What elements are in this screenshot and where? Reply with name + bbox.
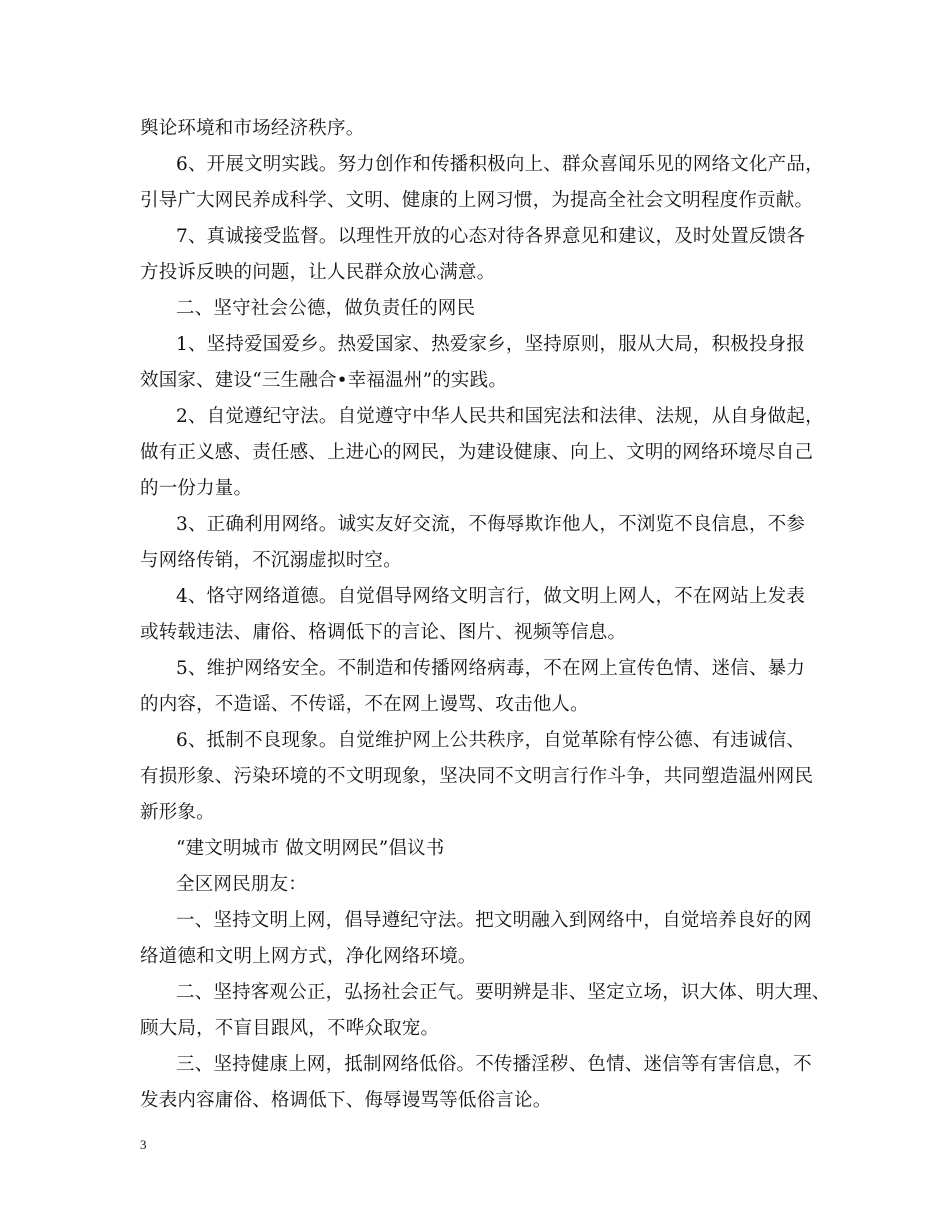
text-line: 6、开展文明实践。努力创作和传播积极向上、群众喜闻乐见的网络文化产品， [176, 154, 824, 175]
text-line: 二、坚持客观公正，弘扬社会正气。要明辨是非、坚定立场，识大体、明大理、 [176, 982, 831, 1003]
text-line: 4、恪守网络道德。自觉倡导网络文明言行，做文明上网人，不在网站上发表 [176, 586, 806, 607]
text-line: 3、正确利用网络。诚实友好交流，不侮辱欺诈他人，不浏览不良信息，不参 [176, 514, 806, 535]
text-line: 7、真诚接受监督。以理性开放的心态对待各界意见和建议，及时处置反馈各 [176, 226, 806, 247]
text-line: 或转载违法、庸俗、格调低下的言论、图片、视频等信息。 [140, 622, 627, 643]
text-line: 一、坚持文明上网，倡导遵纪守法。把文明融入到网络中，自觉培养良好的网 [176, 910, 812, 931]
text-line: 6、抵制不良现象。自觉维护网上公共秩序，自觉革除有悖公德、有违诚信、 [176, 730, 806, 751]
text-line: 的内容，不造谣、不传谣，不在网上谩骂、攻击他人。 [140, 694, 589, 715]
text-line: 舆论环境和市场经济秩序。 [140, 118, 365, 139]
text-line: 三、坚持健康上网，抵制网络低俗。不传播淫秽、色情、迷信等有害信息，不 [176, 1054, 812, 1075]
salutation: 全区网民朋友： [176, 874, 307, 895]
text-line: 与网络传销，不沉溺虚拟时空。 [140, 550, 402, 571]
text-line: 新形象。 [140, 802, 215, 823]
text-line: 引导广大网民养成科学、文明、健康的上网习惯，为提高全社会文明程度作贡献。 [140, 190, 814, 211]
text-line: 有损形象、污染环境的不文明现象，坚决同不文明言行作斗争，共同塑造温州网民 [140, 766, 814, 787]
text-line: 发表内容庸俗、格调低下、侮辱谩骂等低俗言论。 [140, 1090, 552, 1111]
text-line: 络道德和文明上网方式，净化网络环境。 [140, 946, 477, 967]
document-title: “建文明城市 做文明网民”倡议书 [176, 838, 445, 859]
page-number: 3 [140, 1137, 147, 1152]
section-heading: 二、坚守社会公德，做负责任的网民 [176, 298, 476, 319]
text-line: 1、坚持爱国爱乡。热爱国家、热爱家乡，坚持原则，服从大局，积极投身报 [176, 334, 806, 355]
text-line: 做有正义感、责任感、上进心的网民，为建设健康、向上、文明的网络环境尽自己 [140, 442, 814, 463]
text-line: 方投诉反映的问题，让人民群众放心满意。 [140, 262, 496, 283]
text-line: 的一份力量。 [140, 478, 253, 499]
text-line: 2、自觉遵纪守法。自觉遵守中华人民共和国宪法和法律、法规，从自身做起， [176, 406, 824, 427]
text-line: 效国家、建设“三生融合•幸福温州”的实践。 [140, 370, 508, 391]
text-line: 顾大局，不盲目跟风，不哗众取宠。 [140, 1018, 440, 1039]
text-line: 5、维护网络安全。不制造和传播网络病毒，不在网上宣传色情、迷信、暴力 [176, 658, 806, 679]
